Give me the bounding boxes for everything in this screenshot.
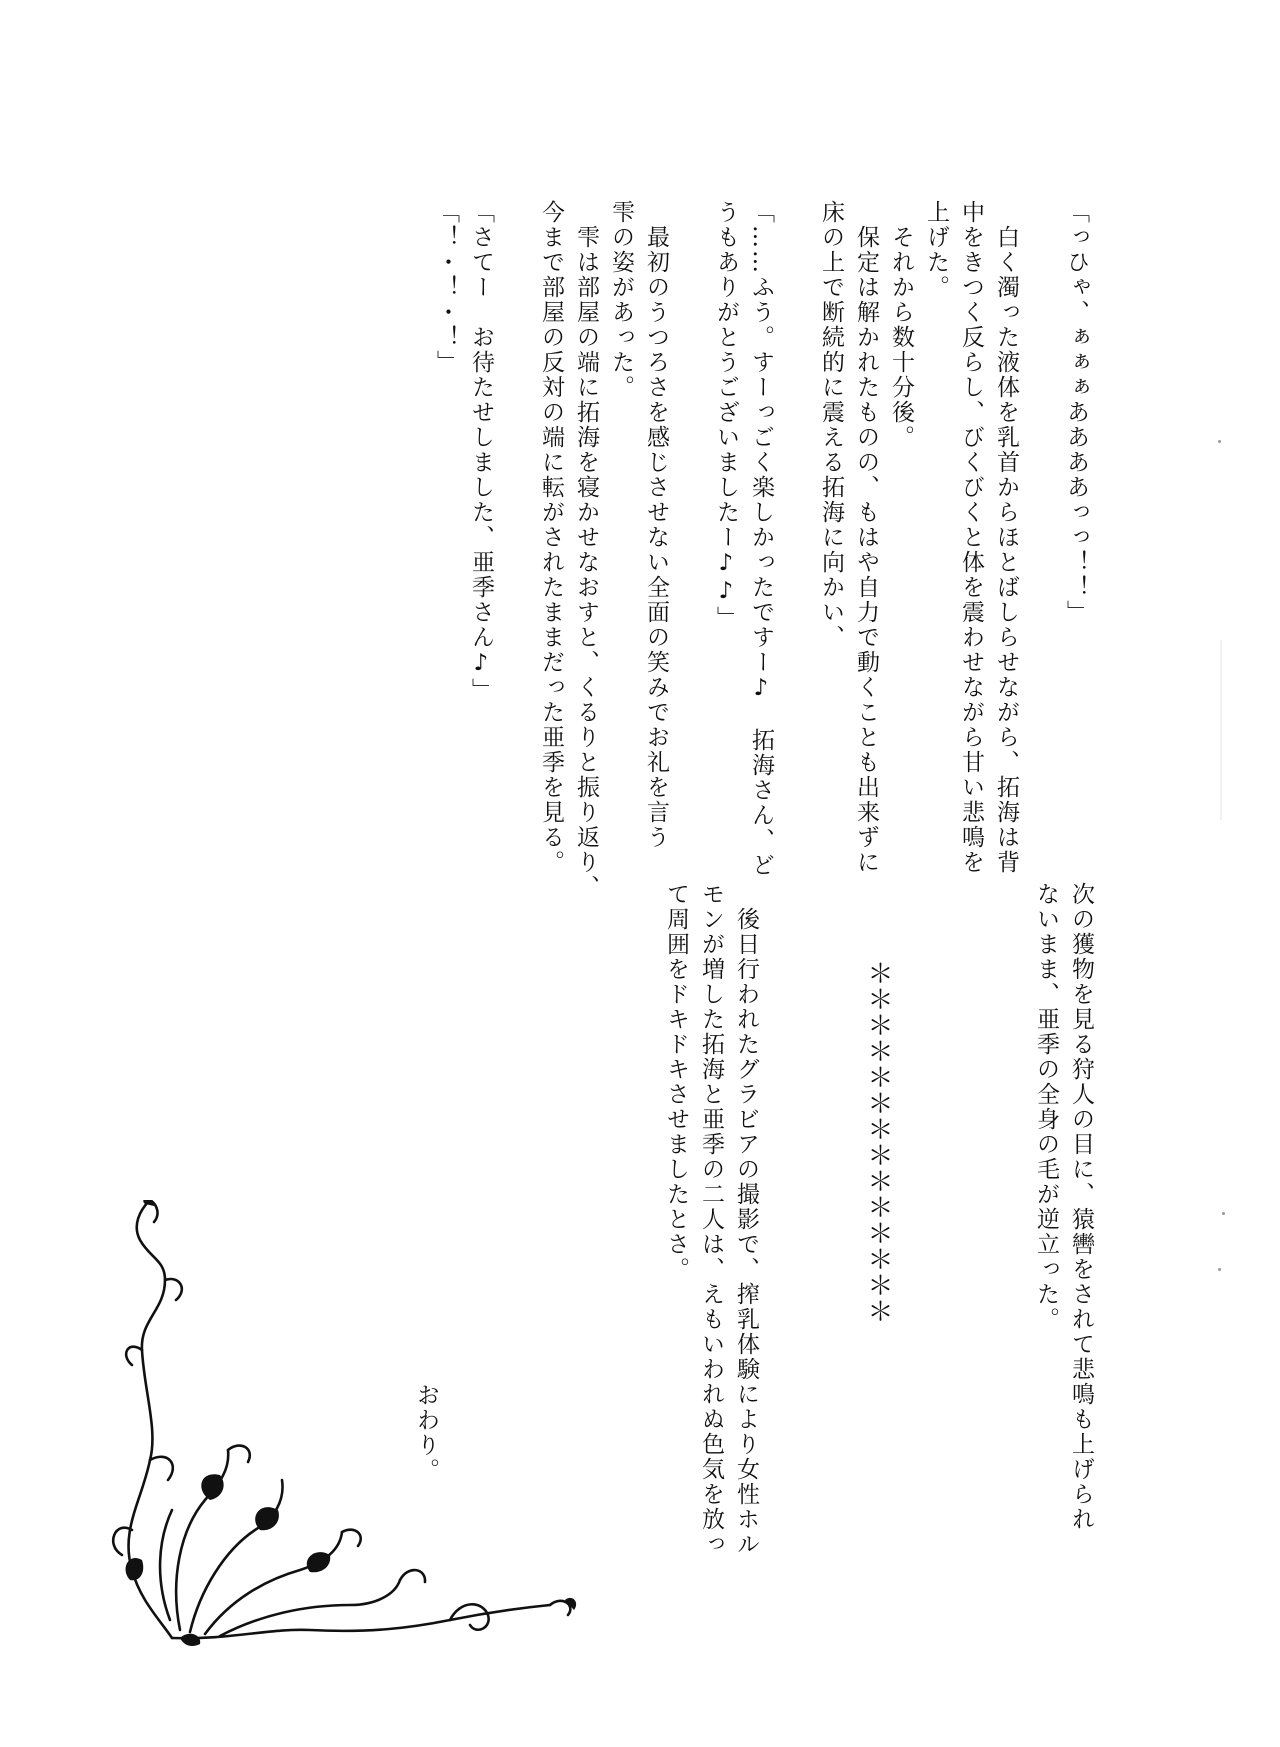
text-column: 雫の姿があった。 (608, 200, 634, 400)
text-column: 床の上で断続的に震える拓海に向かい、 (818, 200, 844, 650)
end-mark: おわり。 (413, 1383, 439, 1483)
corner-ornament (110, 1200, 580, 1660)
scan-speck (1222, 1212, 1225, 1215)
text-column: 後日行われたグラビアの撮影で、搾乳体験により女性ホル (733, 882, 759, 1557)
scan-speck (1218, 440, 1221, 443)
text-column: 保定は解かれたものの、もはや自力で動くことも出来ずに (853, 200, 879, 875)
scan-line (1220, 640, 1222, 820)
text-column: それから数十分後。 (888, 200, 914, 450)
text-column: 「……ふう。すーっごく楽しかったですー♪ 拓海さん、ど (748, 200, 774, 878)
scan-speck (1218, 1268, 1221, 1271)
text-column: 今まで部屋の反対の端に転がされたままだった亜季を見る。 (538, 200, 564, 875)
text-column: 次の獲物を見る狩人の目に、猿轡をされて悲鳴も上げられ (1068, 882, 1094, 1532)
text-column: うもありがとうございましたー♪♪」 (713, 200, 739, 631)
text-column: て周囲をドキドキさせましたとさ。 (663, 882, 689, 1282)
text-column: 「！・！・！」 (433, 200, 459, 375)
text-column: 「さてー お待たせしました、亜季さん♪」 (468, 200, 494, 703)
text-column: 最初のうつろさを感じさせない全面の笑みでお礼を言う (643, 200, 669, 850)
section-divider: ＊＊＊＊＊＊＊＊＊＊＊＊＊＊ (863, 960, 893, 1324)
text-column: モンが増した拓海と亜季の二人は、えもいわれぬ色気を放っ (698, 882, 724, 1557)
text-column: 雫は部屋の端に拓海を寝かせなおすと、くるりと振り返り、 (573, 200, 599, 900)
text-column: 中をきつく反らし、びくびくと体を震わせながら甘い悲鳴を (958, 200, 984, 875)
text-column: ないまま、亜季の全身の毛が逆立った。 (1033, 882, 1059, 1332)
text-column: 「っひゃ、ぁぁぁああああっっ！！」 (1063, 200, 1089, 625)
text-column: 上げた。 (923, 200, 949, 300)
text-column: 白く濁った液体を乳首からほとばしらせながら、拓海は背 (993, 200, 1019, 875)
